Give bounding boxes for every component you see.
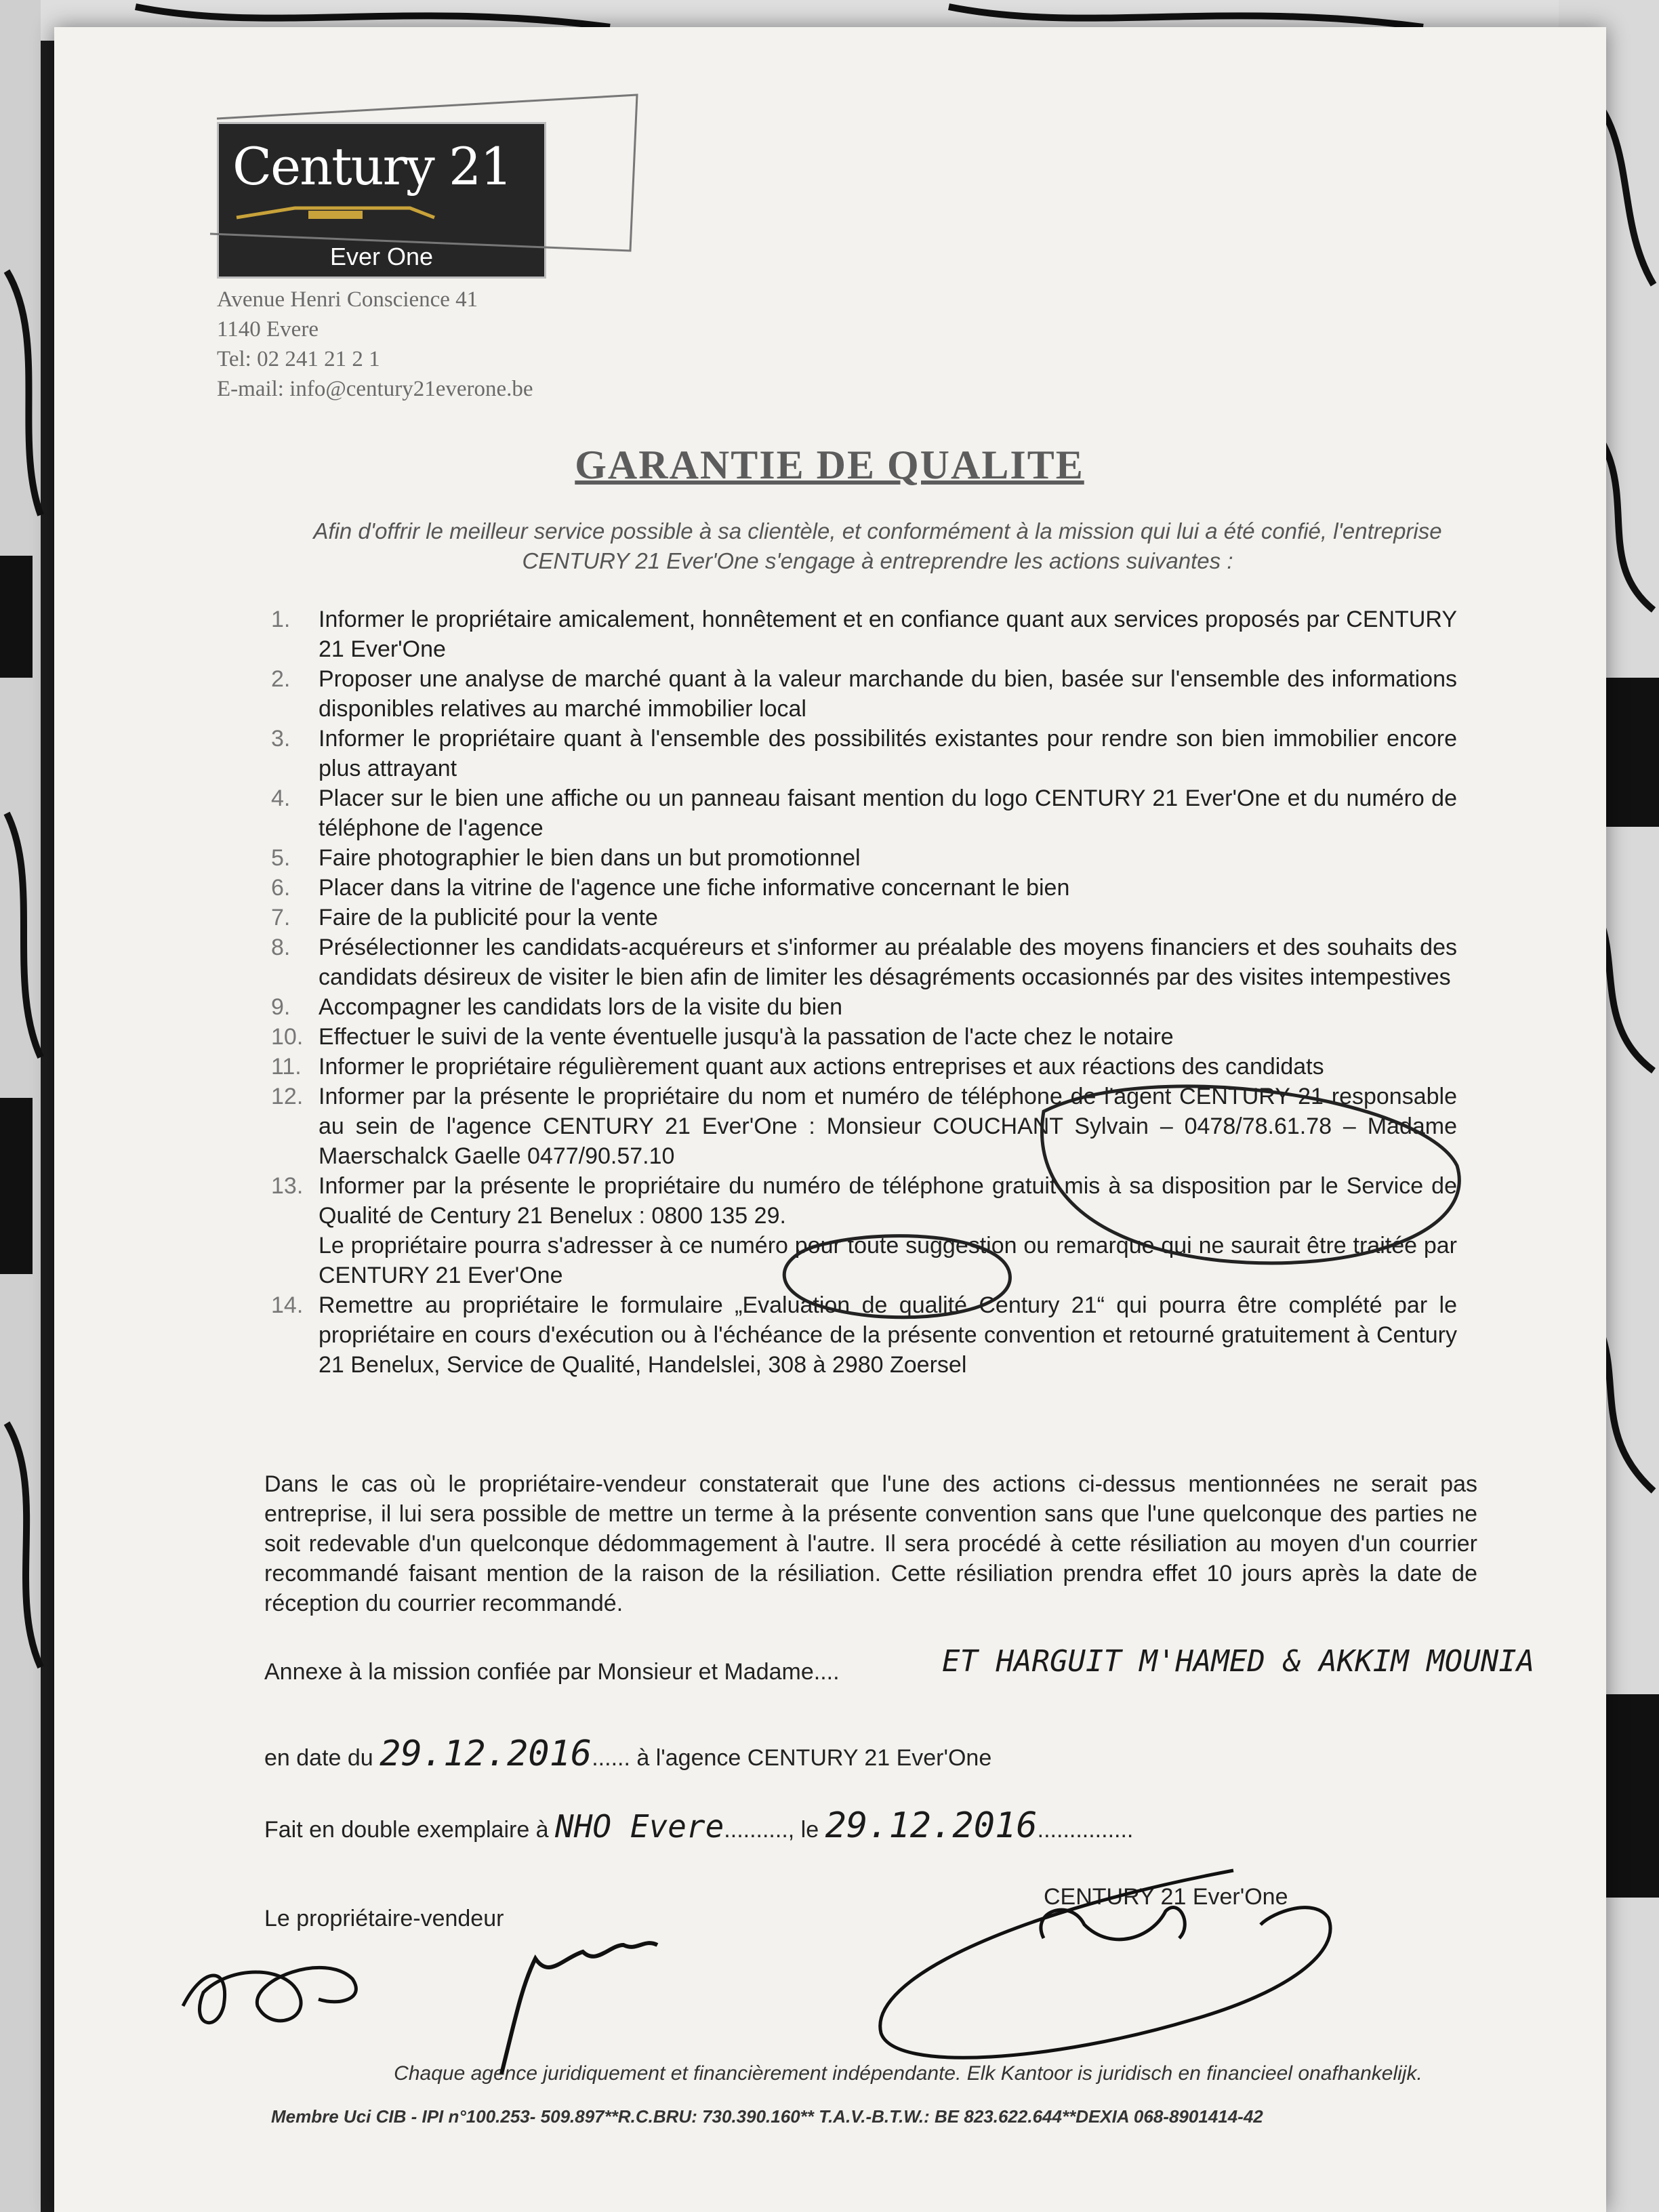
item-text-continued: Le propriétaire pourra s'adresser à ce numéro pour toute suggestion ou remarque qui ne saurait être traitée par CENTURY 21 Ever'One xyxy=(319,1233,1457,1288)
item-text: Faire de la publicité pour la vente xyxy=(319,905,658,930)
item-text: Informer par la présente le propriétaire du numéro de téléphone gratuit mis à sa disposition par le Service de Qualité de Century 21 Benelux : 0800 135 29. xyxy=(319,1173,1457,1229)
made-place-handwritten: NHO Evere xyxy=(555,1808,724,1845)
item-number: 11. xyxy=(271,1054,302,1080)
agency-phone: Tel: 02 241 21 2 1 xyxy=(217,347,380,371)
item-number: 13. xyxy=(271,1173,304,1199)
item-text: Proposer une analyse de marché quant à la valeur marchande du bien, basée sur l'ensemble des informations disponibles relatives au marché immobilier local xyxy=(319,666,1457,722)
agency-address xyxy=(217,285,533,404)
item-text: Placer sur le bien une affiche ou un panneau faisant mention du logo CENTURY 21 Ever'One et du numéro de téléphone de l'agence xyxy=(319,785,1457,841)
list-item xyxy=(264,1052,1457,1082)
made-label: Fait en double exemplaire à xyxy=(264,1817,549,1843)
list-item xyxy=(264,783,1457,843)
item-number: 6. xyxy=(271,875,291,901)
item-number: 8. xyxy=(271,935,291,960)
owner-signature-label: Le propriétaire-vendeur xyxy=(264,1906,504,1931)
annex-dots: .... xyxy=(813,1659,840,1685)
date-suffix: à l'agence CENTURY 21 Ever'One xyxy=(636,1745,992,1771)
item-number: 4. xyxy=(271,785,291,811)
list-item xyxy=(264,992,1457,1022)
made-date-dots: ............... xyxy=(1037,1817,1134,1843)
actions-list xyxy=(264,605,1457,1380)
item-text: Remettre au propriétaire le formulaire „Evaluation de qualité Century 21“ qui pourra être complété par le propriétaire en cours d'exécution ou à l'échéance de la présente convention et retourné gratuitement à Century 21 Benelux, Service de Qualité, Handelslei, 308 à 2980 Zoersel xyxy=(319,1292,1457,1378)
list-item xyxy=(264,933,1457,992)
item-text: Informer par la présente le propriétaire du nom et numéro de téléphone de l'agent CENTURY 21 responsable au sein de l'agence CENTURY 21 Ever'One : Monsieur COUCHANT Sylvain – 0478/78.61.78 – Madame Maerschalck Gaelle 0477/90.57.10 xyxy=(319,1084,1457,1169)
annex-handwritten-names: ET HARGUIT M'HAMED & AKKIM MOUNIA xyxy=(942,1644,1535,1679)
list-item xyxy=(264,664,1457,724)
date-label: en date du xyxy=(264,1745,373,1771)
logo-brand-text: Century 21 xyxy=(232,136,512,197)
list-item xyxy=(264,873,1457,903)
list-item xyxy=(264,605,1457,664)
list-item xyxy=(264,843,1457,873)
item-number: 14. xyxy=(271,1292,304,1318)
list-item xyxy=(264,1082,1457,1171)
made-line xyxy=(264,1805,1133,1846)
made-dots: .......... xyxy=(724,1817,788,1843)
date-line xyxy=(264,1734,991,1774)
intro-paragraph: Afin d'offrir le meilleur service possible à sa clientèle, et conformément à la mission qui lui a été confié, l'entreprise CENTURY 21 Ever'One s'engage à entreprendre les actions suivantes : xyxy=(313,518,1442,573)
item-number: 7. xyxy=(271,905,291,930)
footer-disclaimer: Chaque agence juridiquement et financièrement indépendante. Elk Kantoor is juridisch en financieel onafhankelijk. xyxy=(394,2062,1422,2085)
termination-paragraph: Dans le cas où le propriétaire-vendeur constaterait que l'une des actions ci-dessus mentionnées ne serait pas entreprise, il lui sera possible de mettre un terme à la présente convention sans que l'une quelconque des parties ne soit redevable d'un quelconque dédommagement à l'autre. Il sera procédé à cette résiliation au moyen d'un courrier recommandé faisant mention de la raison de la résiliation. Cette résiliation prendra effet 10 jours après la date de réception du courrier recommandé. xyxy=(264,1471,1477,1616)
made-le: , le xyxy=(787,1817,819,1843)
footer-legal-info: Membre Uci CIB - IPI n°100.253- 509.897**R.C.BRU: 730.390.160** T.A.V.-B.T.W.: BE 823.622.644**DEXIA 068-8901414-42 xyxy=(271,2106,1263,2127)
item-number: 5. xyxy=(271,845,291,871)
list-item xyxy=(264,1290,1457,1380)
item-text: Placer dans la vitrine de l'agence une fiche informative concernant le bien xyxy=(319,875,1070,901)
list-item xyxy=(264,903,1457,933)
house-roof-icon xyxy=(234,204,437,220)
item-number: 12. xyxy=(271,1084,304,1109)
item-number: 10. xyxy=(271,1024,304,1050)
list-item xyxy=(264,724,1457,783)
document-title: GARANTIE DE QUALITE xyxy=(575,443,1084,487)
item-text: Accompagner les candidats lors de la visite du bien xyxy=(319,994,842,1020)
item-text: Faire photographier le bien dans un but promotionnel xyxy=(319,845,861,871)
list-item xyxy=(264,1171,1457,1290)
item-text: Informer le propriétaire quant à l'ensemble des possibilités existantes pour rendre son bien immobilier encore plus attrayant xyxy=(319,726,1457,781)
date-dots: ...... xyxy=(592,1745,630,1771)
address-line-2: 1140 Evere xyxy=(217,317,319,342)
century21-logo xyxy=(217,122,546,279)
date-handwritten: 29.12.2016 xyxy=(380,1734,592,1774)
item-number: 9. xyxy=(271,994,291,1020)
item-text: Effectuer le suivi de la vente éventuelle jusqu'à la passation de l'acte chez le notaire xyxy=(319,1024,1174,1050)
item-text: Présélectionner les candidats-acquéreurs et s'informer au préalable des moyens financiers et des souhaits des candidats désireux de visiter le bien afin de limiter les désagréments occasionnés par des visites intempestives xyxy=(319,935,1457,990)
item-number: 3. xyxy=(271,726,291,752)
item-text: Informer le propriétaire régulièrement quant aux actions entreprises et aux réactions des candidats xyxy=(319,1054,1324,1080)
address-line-1: Avenue Henri Conscience 41 xyxy=(217,287,478,312)
made-date-handwritten: 29.12.2016 xyxy=(825,1805,1038,1846)
agency-signature-label: CENTURY 21 Ever'One xyxy=(1044,1884,1288,1910)
item-text: Informer le propriétaire amicalement, honnêtement et en confiance quant aux services proposés par CENTURY 21 Ever'One xyxy=(319,607,1457,662)
annex-label: Annexe à la mission confiée par Monsieur et Madame xyxy=(264,1659,814,1685)
list-item xyxy=(264,1022,1457,1052)
logo-subtitle: Ever One xyxy=(329,243,434,270)
agency-email: E-mail: info@century21everone.be xyxy=(217,377,533,401)
item-number: 2. xyxy=(271,666,291,692)
item-number: 1. xyxy=(271,607,291,632)
annex-line xyxy=(264,1659,840,1685)
